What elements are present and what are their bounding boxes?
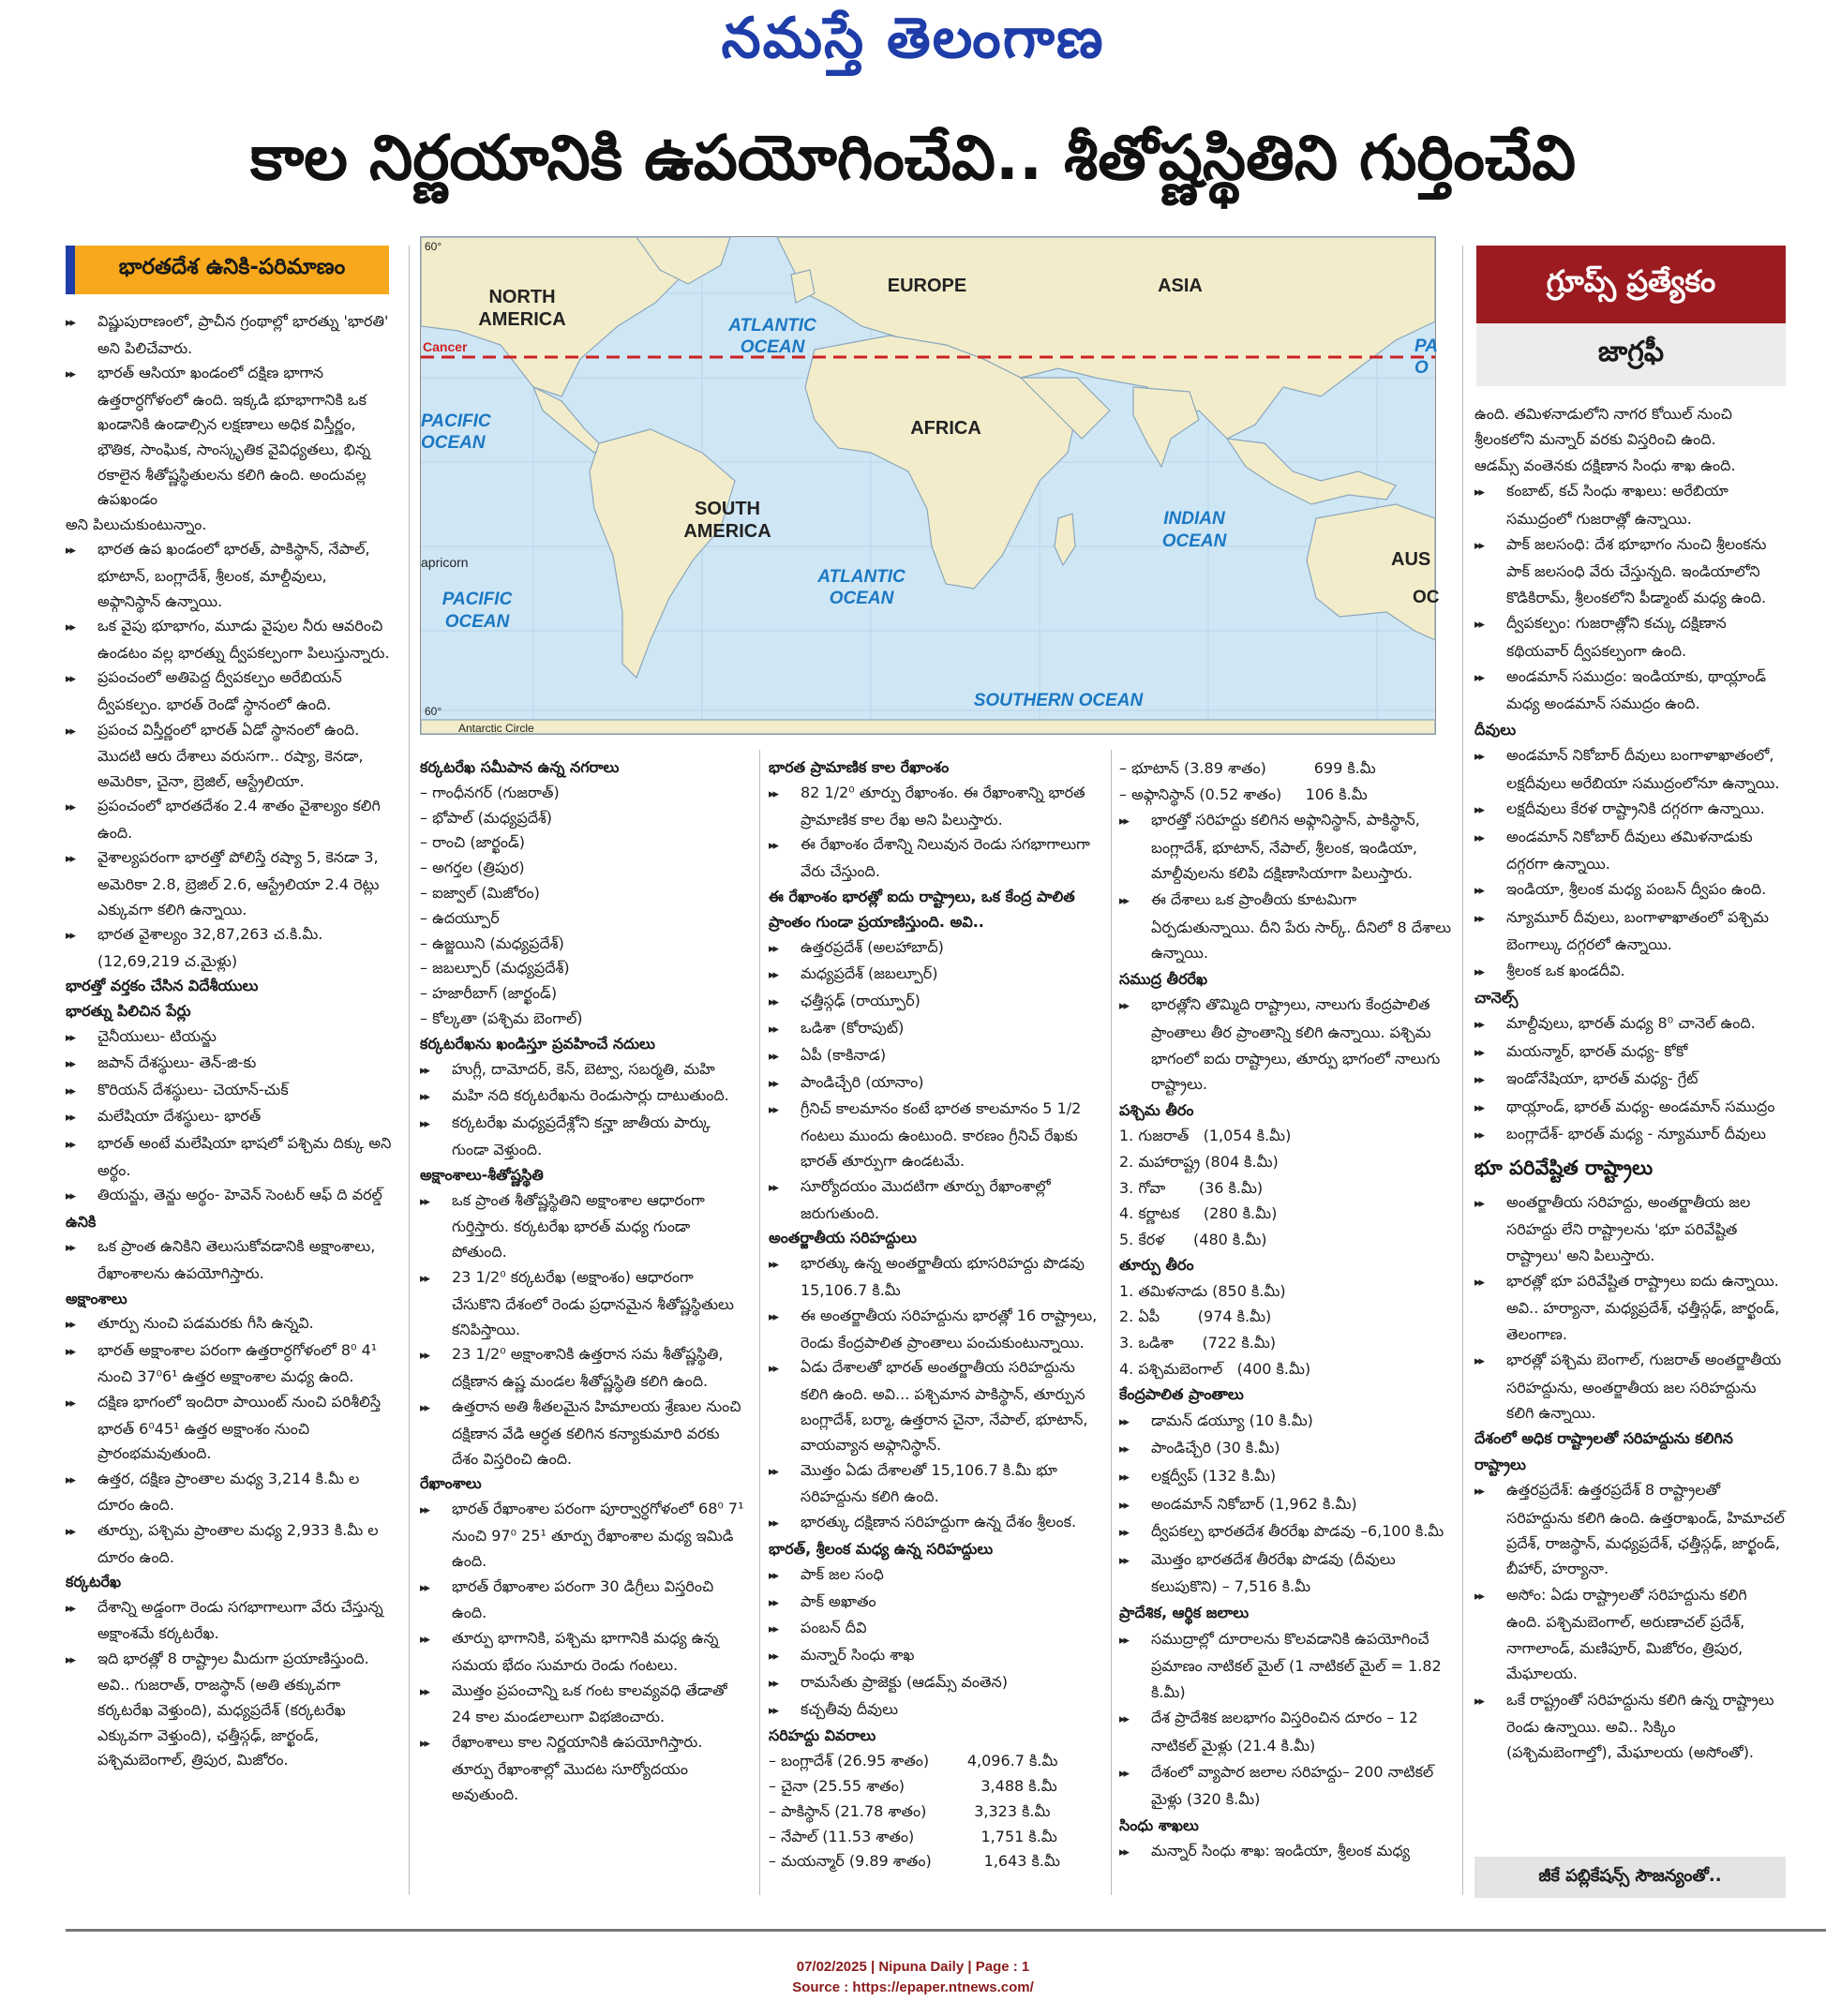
text-line: ఉంది. తమిళనాడులోని నాగర కోయిల్ నుంచి — [1474, 405, 1732, 423]
subheading: కర్కటరేఖ — [66, 1573, 122, 1591]
text-line: – అఫ్గానిస్థాన్ (0.52 శాతం) 106 కి.మీ — [1119, 784, 1368, 803]
bullet-item: ▸▸ తూర్పు, పశ్చిమ ప్రాంతాల మధ్య 2,933 కి.మీ ల దూరం ఉంది. — [66, 1518, 392, 1570]
label-south-america-2: AMERICA — [683, 521, 771, 542]
column-4 — [1119, 755, 1452, 1866]
label-asia: ASIA — [1158, 276, 1203, 296]
label-pa-2: O — [1414, 358, 1429, 378]
bullet-item: ▸▸ తియన్జు, తెన్జు అర్థం- హెవెన్ సెంటర్ ఆఫ్ ది వరల్డ్ — [66, 1183, 392, 1210]
label-pacific-nw: PACIFIC — [421, 411, 491, 431]
footer-rule — [66, 1929, 1826, 1932]
bullet-item: ▸▸ మలేషియా దేశస్థులు- భారత్ — [66, 1104, 392, 1131]
bullet-item: ▸▸ సముద్రాల్లో దూరాలను కొలవడానికి ఉపయోగించే ప్రమాణం నాటికల్ మైల్ (1 నాటికల్ మైల్ = 1.82 కి.మీ) — [1119, 1626, 1452, 1706]
subheading: చానెల్స్ — [1474, 988, 1519, 1007]
bullet-item: ▸▸ ఈ రేఖాంశం దేశాన్ని నిలువున రెండు సగభాగాలుగా వేరు చేస్తుంది. — [769, 832, 1099, 885]
groups-box-subject: జాగ్రఫీ — [1476, 323, 1786, 386]
bullet-item: ▸▸ డామన్ డయ్యూ (10 కి.మీ) — [1119, 1408, 1452, 1436]
text-line: 2. మహారాష్ట్ర (804 కి.మీ) — [1119, 1152, 1279, 1171]
bullet-item: ▸▸ చైనీయులు- టియన్జు — [66, 1024, 392, 1052]
subheading: పశ్చిమ తీరం — [1119, 1100, 1194, 1119]
bullet-item: ▸▸ భారత్తో సరిహద్దు కలిగిన అఫ్గానిస్థాన్, పాకిస్థాన్, బంగ్లాదేశ్, భూటాన్, నేపాల్, శ్రీలంక, ఇండియా, మాల్దీవులను కలిపి దక్షిణాసియాగా పిలుస్తారు. — [1119, 807, 1452, 887]
subheading: కేంద్రపాలిత ప్రాంతాలు — [1119, 1385, 1244, 1404]
bullet-item: ▸▸ భారత్ అక్షాంశాల పరంగా ఉత్తరార్ధగోళంలో 8⁰ 4¹ నుంచి 37⁰6¹ ఉత్తర అక్షాంశాల మధ్య ఉంది. — [66, 1338, 392, 1390]
bullet-item: ▸▸ ఏడు దేశాలతో భారత్ అంతర్జాతీయ సరిహద్దును కలిగి ఉంది. అవి... పశ్చిమాన పాకిస్థాన్, తూర్పున బంగ్లాదేశ్, బర్మా, ఉత్తరాన చైనా, నేపాల్, భూటాన్, వాయవ్యాన అఫ్గానిస్థాన్. — [769, 1355, 1099, 1457]
bullet-item: ▸▸ అండమాన్ నికోబార్ దీవులు తమిళనాడుకు దగ్గరగా ఉన్నాయి. — [1474, 824, 1786, 877]
bullet-item: ▸▸ దేశాన్ని అడ్డంగా రెండు సగభాగాలుగా వేరు చేస్తున్న అక్షాంశమే కర్కటరేఖ. — [66, 1595, 392, 1647]
bullet-item: ▸▸ ఈ దేశాలు ఒక ప్రాంతీయ కూటమిగా ఏర్పడుతున్నాయి. దీని పేరు సార్క్. దీనిలో 8 దేశాలు ఉన్నాయి. — [1119, 887, 1452, 966]
subheading: కర్కటరేఖను ఖండిస్తూ ప్రవహించే నదులు — [420, 1034, 655, 1053]
bullet-item: ▸▸ ఒక వైపు భూభాగం, మూడు వైపుల నీరు ఆవరించి ఉండటం వల్ల భారత్ను ద్వీపకల్పంగా పిలుస్తున్నారు. — [66, 614, 392, 665]
subheading: తూర్పు తీరం — [1119, 1256, 1194, 1275]
list-item: – జబల్పూర్ (మధ్యప్రదేశ్) — [420, 956, 746, 981]
bullet-item: ▸▸ ప్రపంచంలో అతిపెద్ద ద్వీపకల్పం అరేబియన్ ద్వీపకల్పం. భారత్ రెండో స్థానంలో ఉంది. — [66, 665, 392, 717]
groups-box — [1476, 246, 1786, 386]
label-indian-2: OCEAN — [1161, 531, 1227, 551]
subheading: రేఖాంశాలు — [420, 1474, 482, 1493]
bullet-item: ▸▸ గ్రీనిచ్ కాలమానం కంటే భారత కాలమానం 5 1/2 గంటలు ముందు ఉంటుంది. కారణం గ్రీనిచ్ రేఖకు భారత్ తూర్పుగా ఉండటమే. — [769, 1097, 1099, 1173]
footer-source-line: Source : https://epaper.ntnews.com/ — [792, 1979, 1034, 1995]
bullet-item: ▸▸ మన్నార్ సింధు శాఖ: ఇండియా, శ్రీలంక మధ్య — [1119, 1838, 1452, 1866]
subheading: అక్షాంశాలు — [66, 1289, 127, 1307]
bullet-item: ▸▸ భారత్ అంటే మలేషియా భాషలో పశ్చిమ దిక్కు అని అర్థం. — [66, 1131, 392, 1183]
bullet-item: ▸▸ ఒకే రాష్ట్రంతో సరిహద్దును కలిగి ఉన్న రాష్ట్రాలు రెండు ఉన్నాయి. అవి.. సిక్కిం (పశ్చిమబెంగాల్తో), మేఘాలయ (అసోంతో). — [1474, 1687, 1786, 1766]
bullet-item: ▸▸ కర్కటరేఖ మధ్యప్రదేశ్లోని కన్హా జాతీయ పార్కు గుండా వెళ్తుంది. — [420, 1111, 746, 1163]
text-line: 3. గోవా (36 కి.మీ) — [1119, 1178, 1264, 1197]
list-item: – కోల్కతా (పశ్చిమ బెంగాల్) — [420, 1007, 746, 1032]
footer-date-line: 07/02/2025 | Nipuna Daily | Page : 1 — [796, 1959, 1030, 1975]
text-line: – నేపాల్ (11.53 శాతం) 1,751 కి.మీ — [769, 1827, 1057, 1845]
text-line: 3. ఒడిశా (722 కి.మీ) — [1119, 1334, 1276, 1352]
bullet-item: ▸▸ ఈ అంతర్జాతీయ సరిహద్దును భారత్లో 16 రాష్ట్రాలు, రెండు కేంద్రపాలిత ప్రాంతాలు పంచుకుంటున్నాయి. — [769, 1304, 1099, 1356]
masthead-logo: నమస్తే తెలంగాణ — [721, 6, 1105, 71]
list-item: – గాంధీనగర్ (గుజరాత్) — [420, 781, 746, 806]
bullet-item: ▸▸ అండమాన్ సముద్రం: ఇండియాకు, థాయ్లాండ్ మధ్య అండమాన్ సముద్రం ఉంది. — [1474, 664, 1786, 717]
antarctica-land — [421, 720, 1435, 734]
bullet-item: ▸▸ భారత్లోని తొమ్మిది రాష్ట్రాలు, నాలుగు కేంద్రపాలిత ప్రాంతాలు తీర ప్రాంతాన్ని కలిగి ఉన్నాయి. పశ్చిమ భాగంలో ఐదు రాష్ట్రాలు, తూర్పు భాగంలో నాలుగు రాష్ట్రాలు. — [1119, 992, 1452, 1097]
label-cancer: Cancer — [423, 339, 468, 354]
subheading: అక్షాంశాలు-శీతోష్ణస్థితి — [420, 1165, 544, 1184]
column-2 — [420, 755, 746, 1808]
label-europe: EUROPE — [887, 276, 967, 296]
bullet-item: ▸▸ భారత్ ఆసియా ఖండంలో దక్షిణ భాగాన ఉత్తరార్ధగోళంలో ఉంది. ఇక్కడి భూభాగానికి ఒక ఖండానికి ఉండాల్సిన లక్షణాలు అధిక విస్తీర్ణం, భౌతిక, సాంఘిక, సాంస్కృతిక వైవిధ్యతలు, భిన్న రకాలైన శీతోష్ణస్థితులను కలిగి ఉంది. అందువల్ల ఉపఖండం — [66, 361, 392, 513]
bullet-item: ▸▸ రామసేతు ప్రాజెక్టు (ఆడమ్స్ వంతెన) — [769, 1670, 1099, 1697]
page-footer — [0, 1957, 1826, 1998]
label-pacific-nw-2: OCEAN — [421, 433, 486, 453]
label-atlantic-s-2: OCEAN — [829, 589, 894, 608]
bullet-item: ▸▸ ఉత్తరప్రదేశ్: ఉత్తరప్రదేశ్ 8 రాష్ట్రాలతో సరిహద్దును కలిగి ఉంది. ఉత్తరాఖండ్, హిమాచల్ ప్రదేశ్, రాజస్థాన్, మధ్యప్రదేశ్, ఛత్తీస్గఢ్, జార్ఖండ్, బీహార్, హర్యానా. — [1474, 1477, 1786, 1582]
bullet-item: ▸▸ మొత్తం ఏడు దేశాలతో 15,106.7 కి.మీ భూ సరిహద్దును కలిగి ఉంది. — [769, 1458, 1099, 1511]
bullet-item: ▸▸ వైశాల్యపరంగా భారత్తో పోలిస్తే రష్యా 5, కెనడా 3, అమెరికా 2.8, బ్రెజిల్ 2.6, ఆస్ట్రేలియా 2.4 రెట్లు ఎక్కువగా కలిగి ఉన్నాయి. — [66, 845, 392, 922]
bullet-item: ▸▸ ఏపీ (కాకినాడ) — [769, 1043, 1099, 1070]
bullet-item: ▸▸ ఇది భారత్లో 8 రాష్ట్రాల మీదుగా ప్రయాణిస్తుంది. అవి.. గుజరాత్, రాజస్థాన్ (అతి తక్కువగా కర్కటరేఖ వెళ్తుంది), మధ్యప్రదేశ్ (కర్కటరేఖ ఎక్కువగా వెళ్తుంది), ఛత్తీస్గఢ్, జార్ఖండ్, పశ్చిమబెంగాల్, త్రిపుర, మిజోరం. — [66, 1647, 392, 1773]
subheading: కర్కటరేఖ సమీపాన ఉన్న నగరాలు — [420, 758, 620, 776]
label-south-america: SOUTH — [695, 499, 760, 519]
label-southern: SOUTHERN OCEAN — [973, 691, 1144, 710]
bullet-item: ▸▸ మహి నది కర్కటరేఖను రెండుసార్లు దాటుతుంది. — [420, 1083, 746, 1111]
text-line: 1. తమిళనాడు (850 కి.మీ) — [1119, 1281, 1286, 1300]
label-atlantic-s: ATLANTIC — [817, 567, 906, 587]
section-tag: భారతదేశ ఉనికి-పరిమాణం — [66, 246, 389, 294]
text-line: – భూటాన్ (3.89 శాతం) 699 కి.మీ — [1119, 759, 1376, 777]
bullet-item: ▸▸ 82 1/2⁰ తూర్పు రేఖాంశం. ఈ రేఖాంశాన్ని భారత ప్రామాణిక కాల రేఖ అని పిలుస్తారు. — [769, 781, 1099, 833]
bullet-item: ▸▸ లక్షద్వీప్ (132 కి.మీ) — [1119, 1463, 1452, 1491]
bullet-item: ▸▸ న్యూమూర్ దీవులు, బంగాళాఖాతంలో పశ్చిమ బెంగాల్కు దగ్గరలో ఉన్నాయి. — [1474, 904, 1786, 958]
bullet-item: ▸▸ మన్నార్ సింధు శాఖ — [769, 1643, 1099, 1670]
label-60n: 60° — [425, 240, 442, 253]
label-60s: 60° — [425, 705, 442, 718]
text-line: ఆడమ్స్ వంతెనకు దక్షిణాన సింధు శాఖ ఉంది. — [1474, 455, 1736, 474]
bullet-item: ▸▸ అసోం: ఏడు రాష్ట్రాలతో సరిహద్దును కలిగి ఉంది. పశ్చిమబెంగాల్, అరుణాచల్ ప్రదేశ్, నాగాలాండ్, మణిపూర్, మిజోరం, త్రిపుర, మేఘాలయ. — [1474, 1582, 1786, 1687]
bullet-item: ▸▸ మొత్తం భారతదేశ తీరరేఖ పొడవు (దీవులు కలుపుకొని) – 7,516 కి.మీ — [1119, 1546, 1452, 1600]
list-item: – ఉదయ్పూర్ — [420, 906, 746, 932]
bullet-item: ▸▸ ప్రపంచ విస్తీర్ణంలో భారత్ ఏడో స్థానంలో ఉంది. మొదటి ఆరు దేశాలు వరుసగా.. రష్యా, కెనడా, అమెరికా, చైనా, బ్రెజిల్, ఆస్ట్రేలియా. — [66, 718, 392, 795]
label-north-america: NORTH — [488, 287, 556, 307]
subheading: దేశంలో అధిక రాష్ట్రాలతో సరిహద్దును కలిగిన రాష్ట్రాలు — [1474, 1429, 1733, 1473]
text-line: – మయన్మార్ (9.89 శాతం) 1,643 కి.మీ — [769, 1852, 1060, 1871]
label-aus-2: OC — [1413, 588, 1440, 607]
bullet-item: ▸▸ తూర్పు భాగానికి, పశ్చిమ భాగానికి మధ్య ఉన్న సమయ భేదం సుమారు రెండు గంటలు. — [420, 1626, 746, 1679]
bullet-item: ▸▸ ఉత్తరాన అతి శీతలమైన హిమాలయ శ్రేణుల నుంచి దక్షిణాన వేడి ఆర్ధత కలిగిన కన్యాకుమారి వరకు దేశం విస్తరించి ఉంది. — [420, 1395, 746, 1471]
label-atlantic-n: ATLANTIC — [728, 316, 816, 336]
label-atlantic-n-2: OCEAN — [740, 337, 805, 357]
label-north-america-2: AMERICA — [478, 309, 566, 330]
bullet-item: ▸▸ ఉత్తరప్రదేశ్ (అలహాబాద్) — [769, 935, 1099, 963]
subheading: ఈ రేఖాంశం భారత్లో ఐదు రాష్ట్రాలు, ఒక కేంద్ర పాలిత ప్రాంతం గుండా ప్రయాణిస్తుంది. అవి.. — [769, 887, 1075, 931]
bullet-item: ▸▸ ఇండియా, శ్రీలంక మధ్య పంబన్ ద్వీపం ఉంది. — [1474, 876, 1786, 903]
bullet-item: ▸▸ దక్షిణ భాగంలో ఇందిరా పాయింట్ నుంచి పరిశీలిస్తే భారత్ 6⁰45¹ ఉత్తర అక్షాంశం నుంచి ప్రారంభమవుతుంది. — [66, 1390, 392, 1467]
bullet-item: ▸▸ కచ్చతీవు దీవులు — [769, 1697, 1099, 1725]
bullet-item: ▸▸ అండమాన్ నికోబార్ దీవులు బంగాళాఖాతంలో, లక్షదీవులు అరేబియా సముద్రంలోనూ ఉన్నాయి. — [1474, 742, 1786, 796]
text-line: అని పిలుచుకుంటున్నాం. — [66, 515, 207, 533]
bullet-item: ▸▸ శ్రీలంక ఒక ఖండదీవి. — [1474, 958, 1786, 985]
bullet-item: ▸▸ దేశంలో వ్యాపార జలాల సరిహద్దు– 200 నాటికల్ మైళ్లు (320 కి.మీ) — [1119, 1759, 1452, 1813]
bullet-item: ▸▸ అంతర్జాతీయ సరిహద్దు, అంతర్జాతీయ జల సరిహద్దు లేని రాష్ట్రాలను 'భూ పరివేష్టిత రాష్ట్రాలు' అని పిలుస్తారు. — [1474, 1189, 1786, 1268]
bullet-item: ▸▸ మయన్మార్, భారత్ మధ్య- కోకో — [1474, 1038, 1786, 1066]
subheading: ఉనికి — [66, 1212, 97, 1231]
bullet-item: ▸▸ జపాన్ దేశస్థులు- తెన్-జి-కు — [66, 1051, 392, 1078]
subheading: దీవులు — [1474, 720, 1517, 739]
label-indian: INDIAN — [1163, 509, 1225, 529]
text-line: 4. కర్ణాటక (280 కి.మీ) — [1119, 1204, 1278, 1223]
bullet-item: ▸▸ పాండిచ్చేరి (30 కి.మీ) — [1119, 1435, 1452, 1463]
bullet-item: ▸▸ బంగ్లాదేశ్- భారత్ మధ్య - న్యూమూర్ దీవులు — [1474, 1121, 1786, 1148]
list-item: – హజారీబాగ్ (జార్ఖండ్) — [420, 981, 746, 1007]
bullet-item: ▸▸ ద్వీపకల్ప భారతదేశ తీరరేఖ పొడవు –6,100 కి.మీ — [1119, 1518, 1452, 1546]
bullet-item: ▸▸ ప్రపంచంలో భారతదేశం 2.4 శాతం వైశాల్యం కలిగి ఉంది. — [66, 794, 392, 845]
bullet-item: ▸▸ భారత్లో పశ్చిమ బెంగాల్, గుజరాత్ అంతర్జాతీయ సరిహద్దును, అంతర్జాతీయ జల సరిహద్దును కలిగి ఉన్నాయి. — [1474, 1347, 1786, 1426]
subheading: సరిహద్దు వివరాలు — [769, 1726, 876, 1745]
column-3 — [769, 755, 1099, 1874]
bullet-item: ▸▸ హుగ్లీ, దామోదర్, కెన్, బెట్వా, సబర్మతి, మహి — [420, 1057, 746, 1084]
bullet-item: ▸▸ భారత్ రేఖాంశాల పరంగా 30 డిగ్రీలు విస్తరించి ఉంది. — [420, 1575, 746, 1627]
list-item: – ఉజ్జయిని (మధ్యప్రదేశ్) — [420, 932, 746, 957]
credit-box: జీకే పబ్లికేషన్స్ సౌజన్యంతో.. — [1474, 1857, 1786, 1898]
bullet-item: ▸▸ రేఖాంశాలు కాల నిర్ణయానికి ఉపయోగిస్తారు. తూర్పు రేఖాంశాల్లో మొదట సూర్యోదయం అవుతుంది. — [420, 1730, 746, 1807]
bullet-item: ▸▸ అండమాన్ నికోబార్ (1,962 కి.మీ) — [1119, 1491, 1452, 1519]
bullet-item: ▸▸ భారత్లో భూ పరివేష్టిత రాష్ట్రాలు ఐదు ఉన్నాయి. అవి.. హర్యానా, మధ్యప్రదేశ్, ఛత్తీస్గఢ్, జార్ఖండ్, తెలంగాణ. — [1474, 1268, 1786, 1347]
subheading: ప్రాదేశిక, ఆర్థిక జలాలు — [1119, 1604, 1250, 1621]
list-item: – అగర్తల (త్రిపుర) — [420, 856, 746, 881]
bullet-item: ▸▸ కొరియన్ దేశస్థులు- చెయాన్-చుక్ — [66, 1078, 392, 1105]
bullet-item: ▸▸ మొత్తం ప్రపంచాన్ని ఒక గంట కాలవ్యవధి తేడాతో 24 కాల మండలాలుగా విభజించారు. — [420, 1679, 746, 1731]
bullet-item: ▸▸ కంబాట్, కచ్ సింధు శాఖలు: అరేబియా సముద్రంలో గుజరాత్లో ఉన్నాయి. — [1474, 478, 1786, 531]
bullet-item: ▸▸ మాల్దీవులు, భారత్ మధ్య 8⁰ చానెల్ ఉంది. — [1474, 1010, 1786, 1038]
bullet-item: ▸▸ లక్షదీవులు కేరళ రాష్ట్రానికి దగ్గరగా ఉన్నాయి. — [1474, 796, 1786, 823]
bullet-item: ▸▸ భారత్కు ఉన్న అంతర్జాతీయ భూసరిహద్దు పొడవు 15,106.7 కి.మీ — [769, 1251, 1099, 1304]
list-item: – ఐజ్వాల్ (మిజోరం) — [420, 881, 746, 906]
bullet-item: ▸▸ భారత ఉప ఖండంలో భారత్, పాకిస్థాన్, నేపాల్, భూటాన్, బంగ్లాదేశ్, శ్రీలంక, మాల్దీవులు, అఫ్గానిస్థాన్ ఉన్నాయి. — [66, 537, 392, 614]
subheading: అంతర్జాతీయ సరిహద్దులు — [769, 1229, 917, 1247]
bullet-item: ▸▸ పాండిచ్చేరి (యానాం) — [769, 1070, 1099, 1098]
groups-box-title: గ్రూప్స్ ప్రత్యేకం — [1476, 246, 1786, 323]
page-headline: కాల నిర్ణయానికి ఉపయోగించేవి.. శీతోష్ణస్థితిని గుర్తించేవి — [249, 122, 1577, 194]
subheading: భూ పరివేష్టిత రాష్ట్రాలు — [1474, 1157, 1654, 1180]
bullet-item: ▸▸ ఒక ప్రాంత శీతోష్ణస్థితిని అక్షాంశాల ఆధారంగా గుర్తిస్తారు. కర్కటరేఖ భారత్ మధ్య గుండా పోతుంది. — [420, 1188, 746, 1265]
text-line: 1. గుజరాత్ (1,054 కి.మీ) — [1119, 1127, 1292, 1145]
bullet-item: ▸▸ విష్ణుపురాణంలో, ప్రాచీన గ్రంథాల్లో భారత్ను 'భారతి' అని పిలిచేవారు. — [66, 309, 392, 361]
subheading: సముద్ర తీరరేఖ — [1119, 969, 1208, 988]
bullet-item: ▸▸ దేశ ప్రాదేశిక జలభాగం విస్తరించిన దూరం – 12 నాటికల్ మైళ్లు (21.4 కి.మీ) — [1119, 1705, 1452, 1758]
text-line: 5. కేరళ (480 కి.మీ) — [1119, 1230, 1267, 1248]
label-pa: PA — [1414, 336, 1438, 356]
bullet-item: ▸▸ తూర్పు నుంచి పడమరకు గీసి ఉన్నవి. — [66, 1311, 392, 1338]
list-item: – రాంచి (జార్ఖండ్) — [420, 830, 746, 856]
subheading: భారత్ను పిలిచిన పేర్లు — [66, 1002, 191, 1021]
text-line: 4. పశ్చిమబెంగాల్ (400 కి.మీ) — [1119, 1359, 1311, 1378]
label-antarctic: Antarctic Circle — [458, 722, 534, 735]
bullet-item: ▸▸ 23 1/2⁰ కర్కటరేఖ (అక్షాంశం) ఆధారంగా చేసుకొని దేశంలో రెండు ప్రధానమైన శీతోష్ణస్థితులు కనిపిస్తాయి. — [420, 1265, 746, 1342]
subheading: సింధు శాఖలు — [1119, 1815, 1199, 1834]
bullet-item: ▸▸ భారత్ రేఖాంశాల పరంగా పూర్వార్ధగోళంలో 68⁰ 7¹ నుంచి 97⁰ 25¹ తూర్పు రేఖాంశాల మధ్య ఇమిడి ఉంది. — [420, 1497, 746, 1574]
text-line: – పాకిస్థాన్ (21.78 శాతం) 3,323 కి.మీ — [769, 1801, 1051, 1820]
list-item: – భోపాల్ (మధ్యప్రదేశ్) — [420, 806, 746, 831]
bullet-item: ▸▸ పాక్ అఖాతం — [769, 1590, 1099, 1617]
text-line: 2. ఏపీ (974 కి.మీ) — [1119, 1307, 1272, 1326]
label-capricorn: apricorn — [421, 555, 469, 570]
column-1 — [66, 309, 392, 1773]
bullet-item: ▸▸ భారత్కు దక్షిణాన సరిహద్దుగా ఉన్న దేశం శ్రీలంక. — [769, 1510, 1099, 1537]
label-aus: AUS — [1391, 549, 1431, 570]
bullet-item: ▸▸ ఛత్తీస్గఢ్ (రాయ్పూర్) — [769, 989, 1099, 1016]
column-5 — [1474, 401, 1786, 1766]
label-pacific-sw: PACIFIC — [442, 590, 513, 609]
bullet-item: ▸▸ 23 1/2⁰ అక్షాంశానికి ఉత్తరాన సమ శీతోష్ణస్థితి, దక్షిణాన ఉష్ణ మండల శీతోష్ణస్థితి కలిగి ఉంది. — [420, 1342, 746, 1395]
label-africa: AFRICA — [910, 418, 981, 439]
text-line: శ్రీలంకలోని మన్నార్ వరకు విస్తరించి ఉంది. — [1474, 430, 1716, 449]
bullet-item: ▸▸ ఉత్తర, దక్షిణ ప్రాంతాల మధ్య 3,214 కి.మీ ల దూరం ఉంది. — [66, 1467, 392, 1518]
bullet-item: ▸▸ పాక్ జలసంధి: దేశ భూభాగం నుంచి శ్రీలంకను పాక్ జలసంధి వేరు చేస్తున్నది. ఇండియాలోని కొడికిరామ్, శ్రీలంకలోని పీడ్మాంట్ మధ్య ఉంది. — [1474, 531, 1786, 610]
bullet-item: ▸▸ పంబన్ దీవి — [769, 1616, 1099, 1643]
bullet-item: ▸▸ ఇండోనేషియా, భారత్ మధ్య- గ్రేట్ — [1474, 1066, 1786, 1093]
text-line: – చైనా (25.55 శాతం) 3,488 కి.మీ — [769, 1777, 1057, 1796]
subheading: భారత్, శ్రీలంక మధ్య ఉన్న సరిహద్దులు — [769, 1539, 994, 1558]
bullet-item: ▸▸ ద్వీపకల్పం: గుజరాత్లోని కచ్కు దక్షిణాన కథియవార్ ద్వీపకల్పంగా ఉంది. — [1474, 610, 1786, 664]
bullet-item: ▸▸ పాక్ జల సంధి — [769, 1562, 1099, 1590]
subheading: భారత ప్రామాణిక కాల రేఖాంశం — [769, 758, 950, 776]
bullet-item: ▸▸ థాయ్లాండ్, భారత్ మధ్య- అండమాన్ సముద్రం — [1474, 1094, 1786, 1121]
bullet-item: ▸▸ సూర్యోదయం మొదటిగా తూర్పు రేఖాంశాల్లో జరుగుతుంది. — [769, 1174, 1099, 1227]
label-pacific-sw-2: OCEAN — [444, 612, 510, 632]
subheading: భారత్తో వర్తకం చేసిన విదేశీయులు — [66, 977, 259, 995]
bullet-item: ▸▸ మధ్యప్రదేశ్ (జబల్పూర్) — [769, 962, 1099, 989]
bullet-item: ▸▸ ఒడిశా (కోరాపుట్) — [769, 1016, 1099, 1043]
bullet-item: ▸▸ భారత వైశాల్యం 32,87,263 చ.కి.మీ. (12,69,219 చ.మైళ్లు) — [66, 922, 392, 974]
world-map — [420, 236, 1440, 735]
text-line: – బంగ్లాదేశ్ (26.95 శాతం) 4,096.7 కి.మీ — [769, 1752, 1058, 1770]
bullet-item: ▸▸ ఒక ప్రాంత ఉనికిని తెలుసుకోవడానికి అక్షాంశాలు, రేఖాంశాలను ఉపయోగిస్తారు. — [66, 1234, 392, 1286]
world-map-graphic — [421, 237, 1440, 735]
